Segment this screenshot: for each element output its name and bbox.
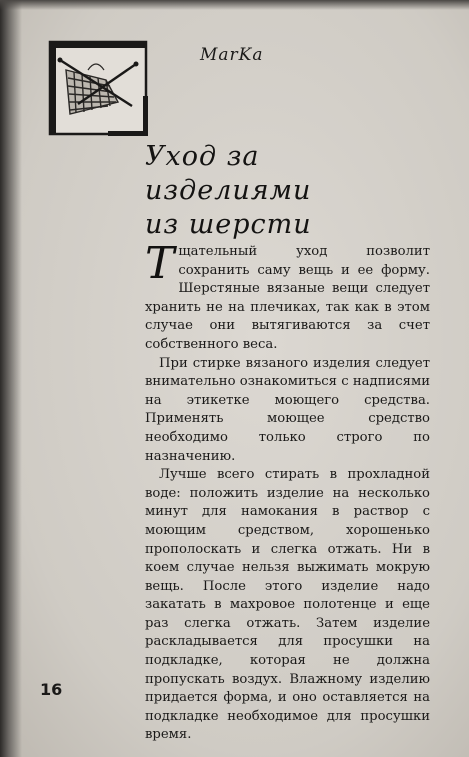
knitting-needles-icon <box>48 40 148 136</box>
top-edge-shadow <box>0 0 469 10</box>
running-head: MarKa <box>200 45 264 65</box>
paragraph-3: Лучше всего стирать в прохладной воде: положить изделие на несколько минут для намокания в раствор с моющим средством, хорошенько прополоскать и слегка отжать. Ни в коем случае нельзя выжимать мокрую вещь. После этого изделие надо закатать в махровое полотенце и еще раз слегка отжать. Затем изделие раскладывается для просушки на подкладке, которая не должна пропускать воздух. Влажному изделию придается форма, и оно оставляется на подкладке необходимое для просушки время. <box>145 467 430 743</box>
paragraph-1-text: щательный уход позволит сохранить саму вещь и ее форму. Шерстяные вязаные вещи следует хранить не на плечиках, так как в этом случае они вытягиваются за счет собственного веса. <box>145 244 430 352</box>
page-number: 16 <box>40 680 63 699</box>
paragraph-2: При стирке вязаного изделия следует внимательно ознакомиться с надписями на этикетке моющего средства. Применять моющее средство необходимо только строго по назначению. <box>145 355 430 464</box>
page-title <box>145 140 435 242</box>
binding-shadow <box>0 0 22 757</box>
paragraph-1 <box>145 238 430 355</box>
article-body <box>145 238 430 745</box>
title-line-2: из шерсти <box>145 209 312 240</box>
title-line-1: Уход за изделиями <box>145 141 312 206</box>
drop-cap: Т <box>145 238 175 289</box>
